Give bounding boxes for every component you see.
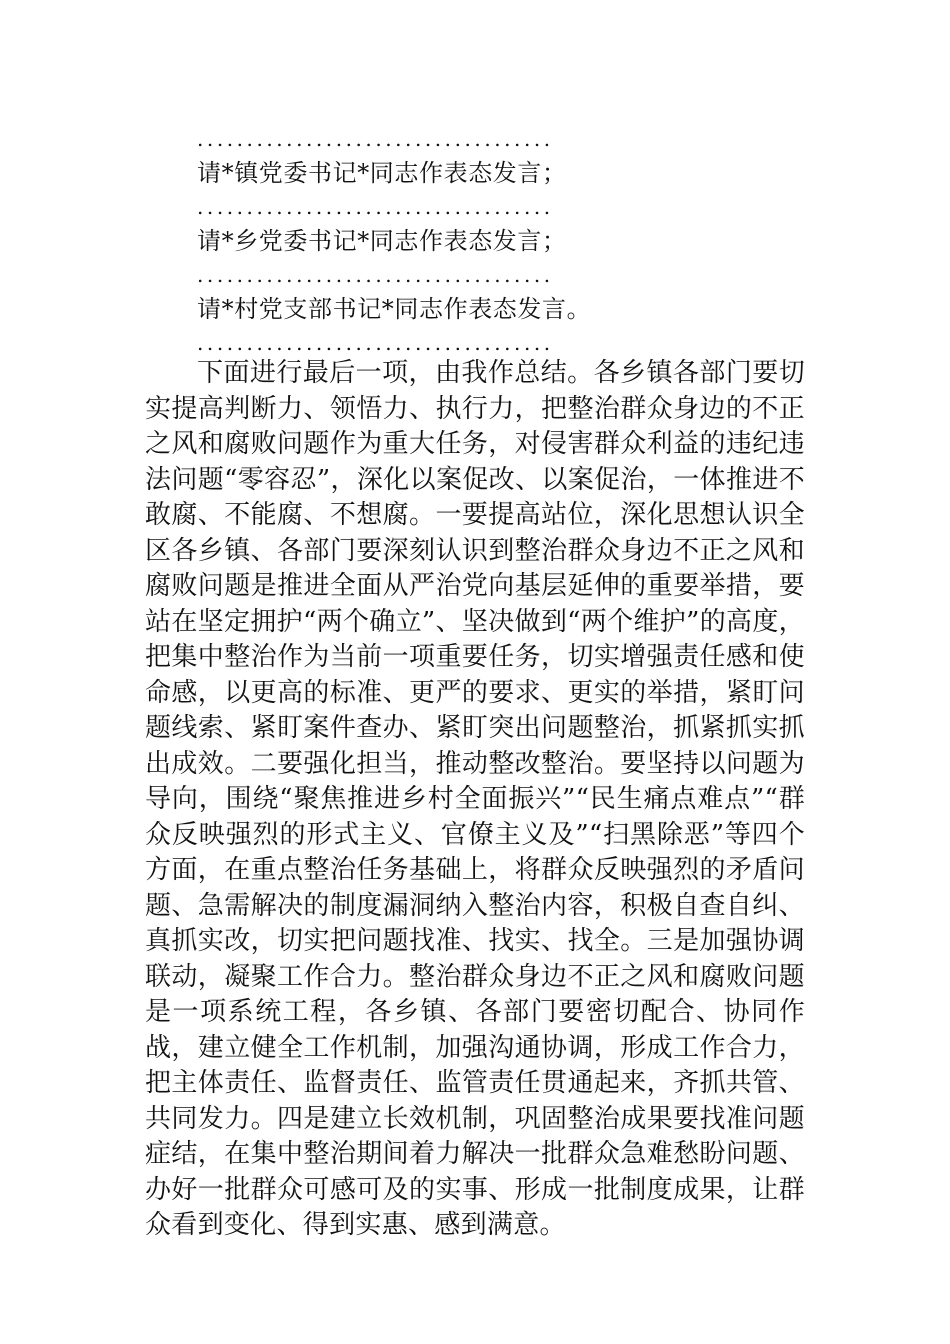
separator-dots: .................................... (197, 332, 554, 354)
separator-dots: .................................... (197, 264, 554, 286)
summary-paragraph: 下面进行最后一项，由我作总结。各乡镇各部门要切实提高判断力、领悟力、执行力，把整治群众身边的不正之风和腐败问题作为重大任务，对侵害群众利益的违纪违法问题“零容忍”，深化以案促改、以案促治，一体推进不敢腐、不能腐、不想腐。一要提高站位，深化思想认识全区各乡镇、各部门要深刻认识到整治群众身边不正之风和腐败问题是推进全面从严治党向基层延伸的重要举措，要站在坚定拥护“两个确立”、坚决做到“两个维护”的高度，把集中整治作为当前一项重要任务，切实增强责任感和使命感，以更高的标准、更严的要求、更实的举措，紧盯问题线索、紧盯案件查办、紧盯突出问题整治，抓紧抓实抓出成效。二要强化担当，推动整改整治。要坚持以问题为导向，围绕“聚焦推进乡村全面振兴”“民生痛点难点”“群众反映强烈的形式主义、官僚主义及”“扫黑除恶”等四个方面，在重点整治任务基础上，将群众反映强烈的矛盾问题、急需解决的制度漏洞纳入整治内容，积极自查自纠、真抓实改，切实把问题找准、找实、找全。三是加强协调联动，凝聚工作合力。整治群众身边不正之风和腐败问题是一项系统工程，各乡镇、各部门要密切配合、协同作战，建立健全工作机制，加强沟通协调，形成工作合力，把主体责任、监督责任、监管责任贯通起来，齐抓共管、共同发力。四是建立长效机制，巩固整治成果要找准问题症结，在集中整治期间着力解决一批群众急难愁盼问题、办好一批群众可感可及的实事、形成一批制度成果，让群众看到变化、得到实惠、感到满意。 (145, 358, 805, 1240)
speaker-call-village: 请*村党支部书记*同志作表态发言。 (197, 295, 592, 323)
separator-dots: .................................... (197, 196, 554, 218)
separator-dots: .................................... (197, 128, 554, 150)
speaker-call-town: 请*镇党委书记*同志作表态发言； (197, 159, 567, 187)
speaker-call-township: 请*乡党委书记*同志作表态发言； (197, 227, 567, 255)
document-page (145, 128, 805, 1244)
